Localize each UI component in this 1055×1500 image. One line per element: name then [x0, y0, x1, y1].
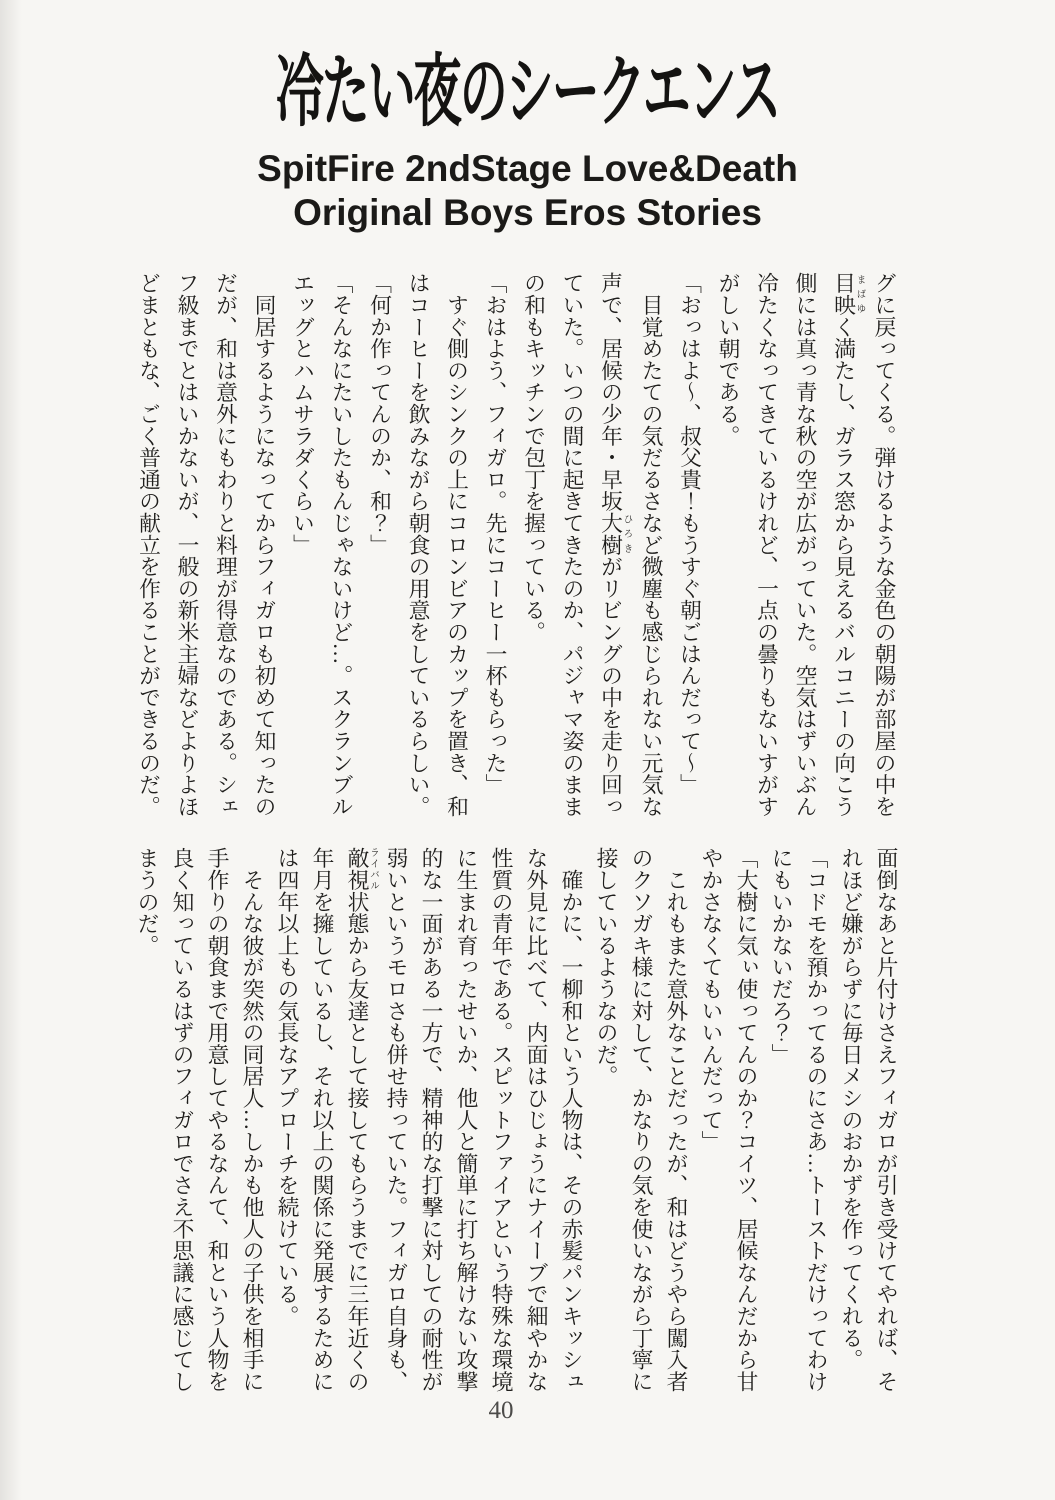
text-column: 確かに、一柳和という人物は、その赤髪パンキッシュ — [559, 847, 583, 1392]
text-column: 接しているようなのだ。 — [594, 847, 618, 1087]
text-column: 手作りの朝食まで用意してやるなんて、和という人物を — [205, 847, 229, 1392]
text-column: 年月を擁しているし、それ以上の関係に発展するために — [310, 847, 334, 1392]
text-column: 目映 まばゆく満たし、ガラス窓から見えるバルコニーの向こう — [831, 272, 865, 818]
text-column: グに戻ってくる。弾けるような金色の朝陽が部屋の中を — [872, 272, 896, 817]
text-column: まうのだ。 — [135, 847, 159, 956]
text-column: 「大樹に気ぃ使ってんのか？コイツ、居候なんだから甘 — [734, 847, 758, 1392]
text-column: 的な一面がある一方で、精神的な打撃に対しての耐性が — [419, 847, 443, 1392]
furigana-annotated-word: 大樹 ひろき — [598, 511, 632, 556]
text-column: すぐ側のシンクの上にコロンビアのカップを置き、和 — [444, 272, 469, 817]
text-column: 「おはよう、フィガロ。先にコーヒー一杯もらった」 — [483, 272, 507, 796]
text-column: 側には真っ青な秋の空が広がっていた。空気はずいぶん — [793, 272, 817, 817]
text-column: れほど嫌がらずに毎日メシのおかずを作ってくれる。 — [839, 847, 863, 1371]
text-column: フ級までとはいかないが、一般の新米主婦などよりよほ — [175, 272, 199, 817]
body-text-lower-block — [133, 847, 903, 1399]
text-column: そんな彼が突然の同居人…しかも他人の子供を相手に — [240, 847, 264, 1392]
text-column: がしい朝である。 — [716, 272, 740, 447]
text-column: 「そんなにたいしたもんじゃないけど…。スクランブル — [329, 272, 353, 817]
text-column: な外見に比べて、内面はひじょうにナイーブで細やかな — [524, 847, 548, 1392]
text-column: に生まれ育ったせいか、他人と簡単に打ち解けない攻撃 — [454, 847, 478, 1392]
text-column: にもいかないだろ？」 — [769, 847, 793, 1065]
text-column: のクソガキ様に対して、かなりの気を使いながら丁寧に — [629, 847, 653, 1392]
body-text-upper-block — [133, 272, 903, 824]
text-column: 「何か作ってんのか、和？」 — [367, 272, 392, 556]
text-column: 「おっはよ〜、叔父貴！もうすぐ朝ごはんだって〜」 — [677, 272, 702, 796]
page-number: 40 — [488, 1397, 514, 1424]
text-column: 面倒なあと片付けさえフィガロが引き受けてやれば、そ — [874, 847, 898, 1392]
text-column: 同居するようになってからフィガロも初めて知ったの — [252, 272, 276, 817]
text-column: ていた。いつの間に起きてきたのか、パジャマ姿のまま — [560, 272, 584, 817]
text-column: 「コドモを預かってるのにさあ…トーストだけってわけ — [804, 847, 828, 1392]
text-column: どまともな、ごく普通の献立を作ることができるのだ。 — [136, 272, 161, 817]
furigana-annotated-word: 目映 まばゆ — [831, 272, 865, 316]
furigana-annotated-word: 敵視 ライバル — [345, 847, 378, 891]
text-column: やかさなくてもいいんだって」 — [699, 847, 723, 1153]
text-column: 性質の青年である。スピットファイアという特殊な環境 — [489, 847, 513, 1392]
subtitle-english-line2: Original Boys Eros Stories — [293, 192, 762, 233]
text-column: 声で、居候の少年・早坂大樹 ひろきがリビングの中を走り回っ — [598, 272, 632, 818]
subtitle-english-line1: SpitFire 2ndStage Love&Death — [257, 148, 798, 189]
text-column: は四年以上もの気長なアプローチを続けている。 — [275, 847, 299, 1327]
text-column: 冷たくなってきているけれど、一点の曇りもないすがす — [754, 272, 779, 817]
text-column: の和もキッチンで包丁を握っている。 — [521, 272, 546, 643]
text-column: これもまた意外なことだったが、和はどうやら闖入者 — [664, 847, 688, 1392]
text-column: だが、和は意外にもわりと料理が得意なのである。シェ — [213, 272, 238, 817]
text-column: 良く知っているはずのフィガロでさえ不思議に感じてし — [170, 847, 194, 1392]
page-title: 冷たい夜のシークエンス — [275, 49, 780, 137]
text-column: 目覚めたての気だるさなど微塵も感じられない元気な — [639, 272, 663, 817]
text-column: エッグとハムサラダくらい」 — [290, 272, 315, 556]
text-column: 敵視 ライバル状態から友達として接してもらうまでに三年近くの — [345, 847, 378, 1393]
text-column: はコーヒーを飲みながら朝食の用意をしているらしい。 — [406, 272, 430, 817]
text-column: 弱いというモロさも併せ持っていた。フィガロ自身も、 — [384, 847, 408, 1392]
